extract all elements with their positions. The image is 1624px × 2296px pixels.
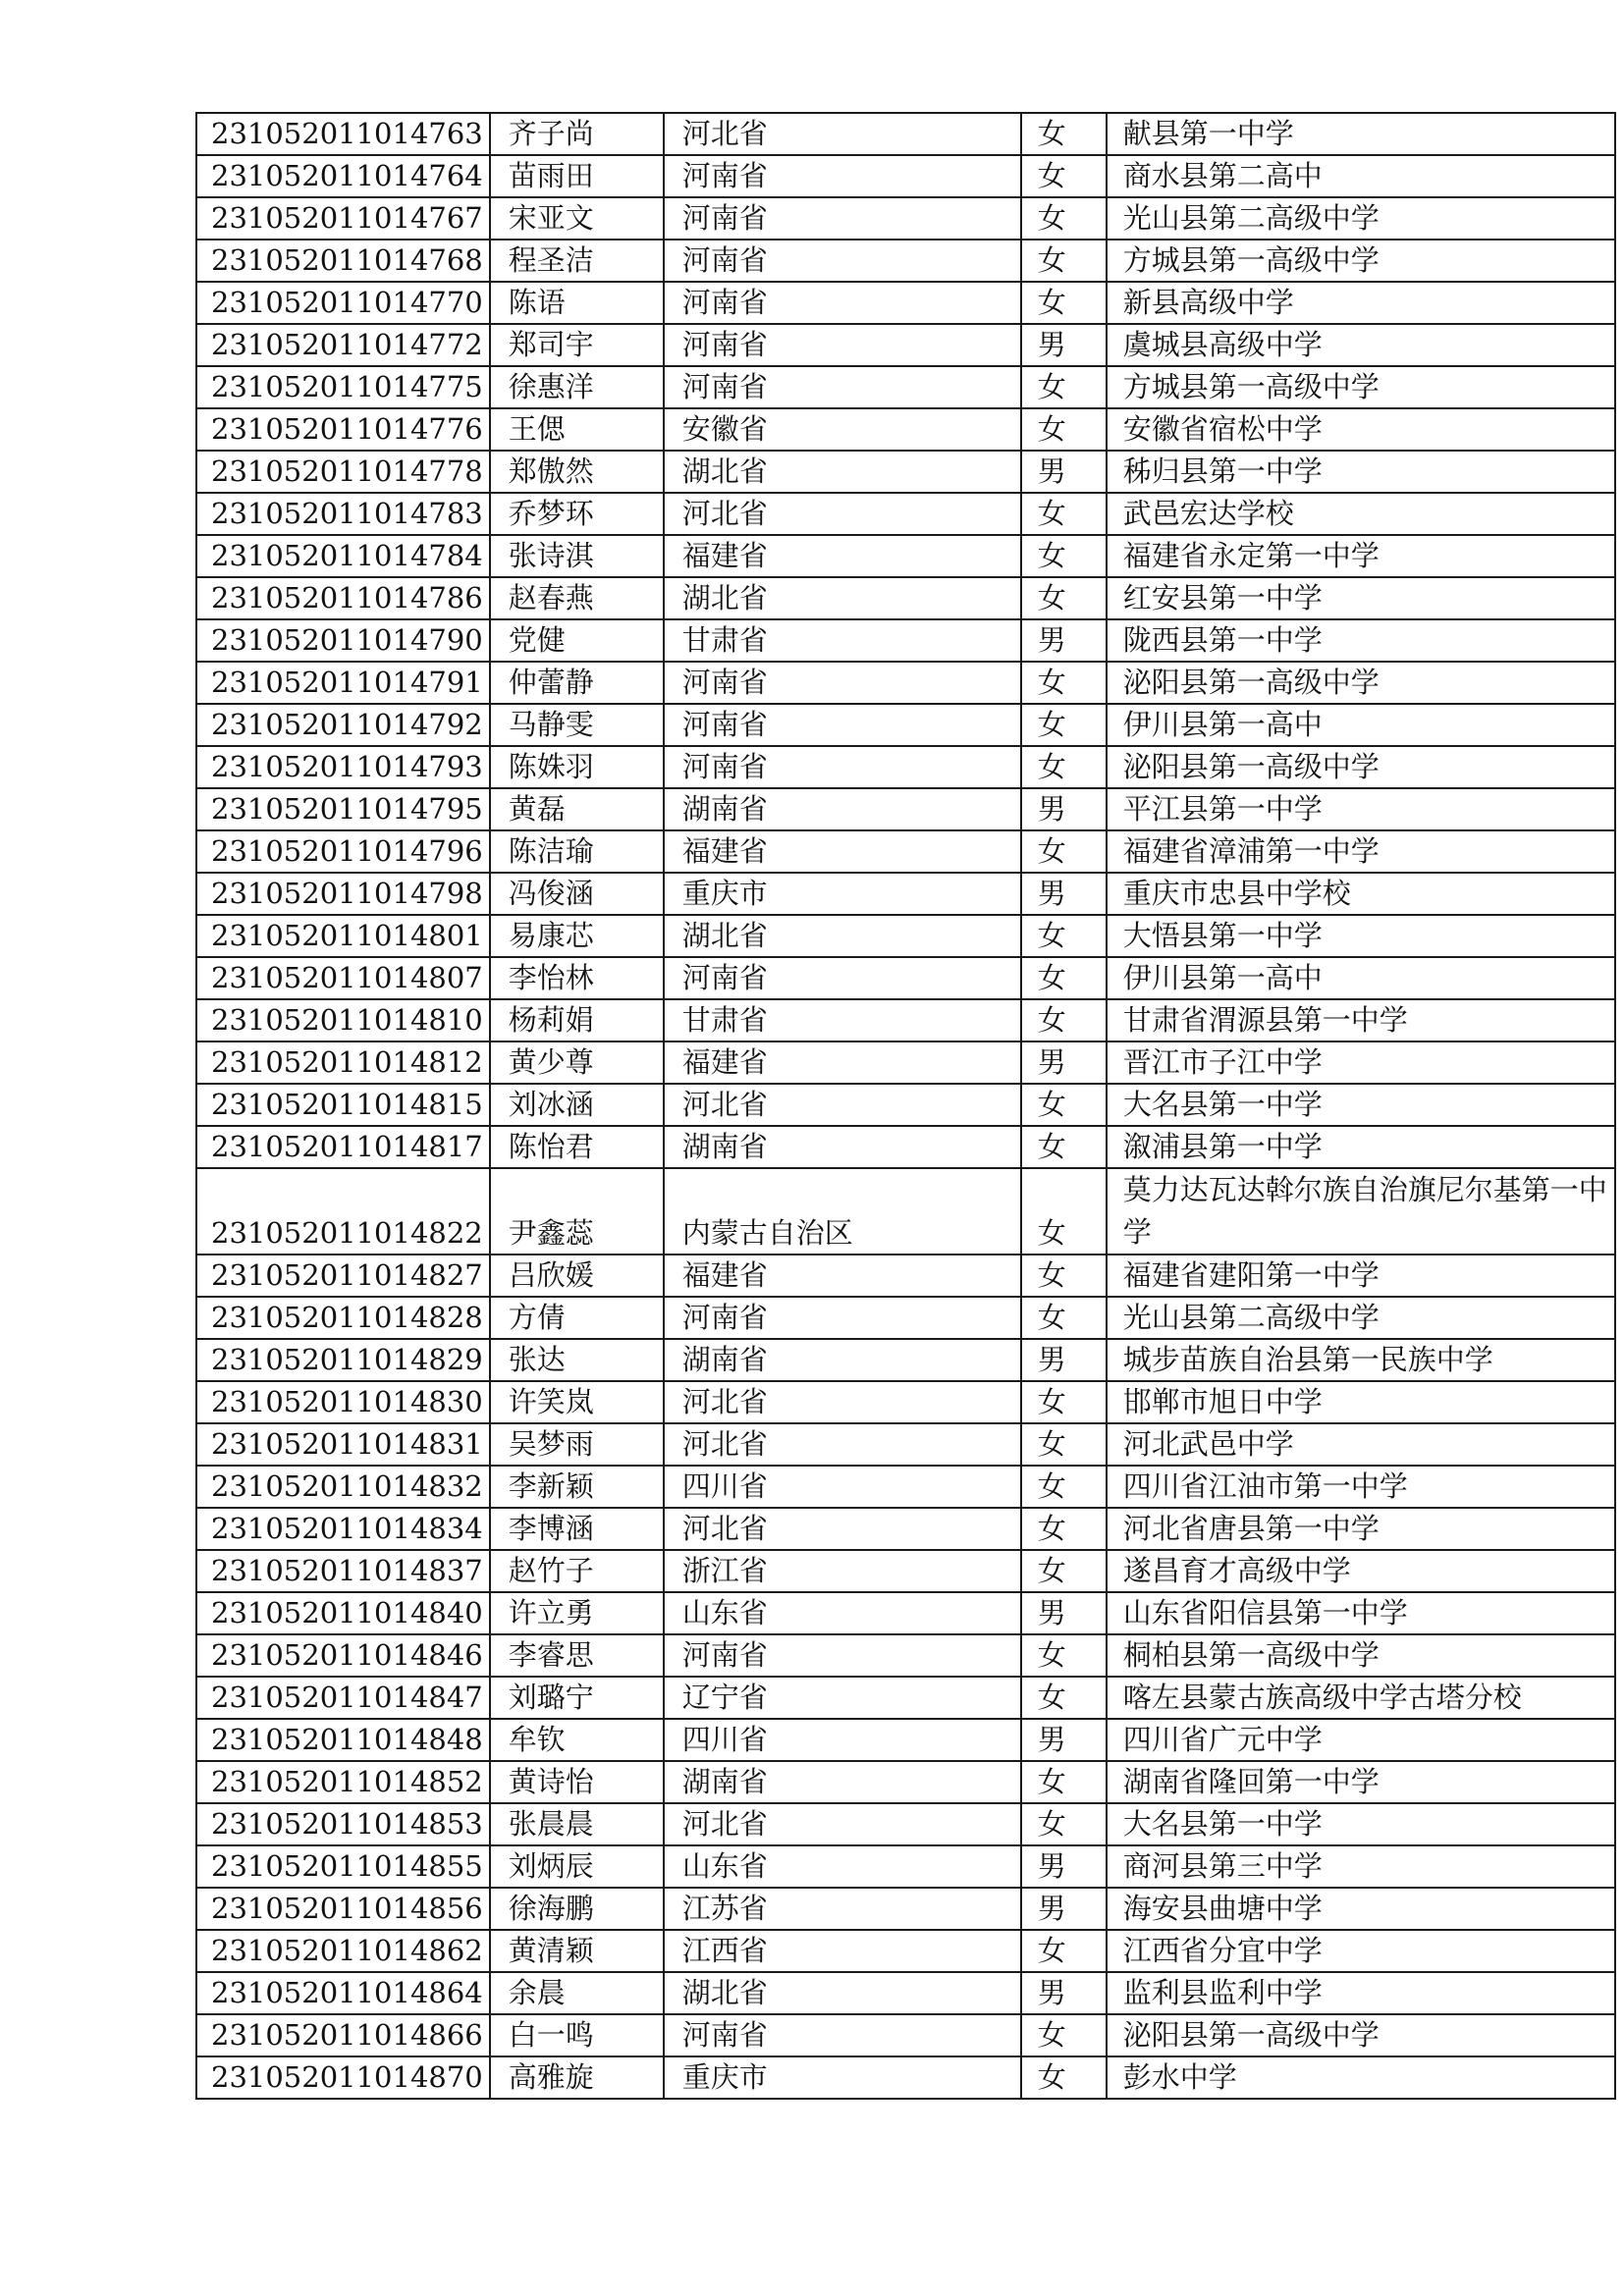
name-cell: 陈怡君	[490, 1126, 664, 1168]
name-cell: 刘炳辰	[490, 1845, 664, 1888]
student-id-cell: 231052011014786	[196, 577, 490, 619]
name-cell: 赵春燕	[490, 577, 664, 619]
gender-cell: 男	[1021, 1888, 1107, 1930]
name-cell: 易康芯	[490, 915, 664, 957]
school-cell: 商水县第二高中	[1107, 155, 1615, 197]
student-id-cell: 231052011014775	[196, 366, 490, 408]
name-cell: 高雅旋	[490, 2056, 664, 2099]
name-cell: 方倩	[490, 1297, 664, 1339]
gender-cell: 女	[1021, 1803, 1107, 1845]
table-row	[196, 1634, 1615, 1677]
province-cell: 湖北省	[664, 915, 1021, 957]
table-row	[196, 1888, 1615, 1930]
school-cell: 平江县第一中学	[1107, 788, 1615, 830]
roster-table-body	[196, 113, 1615, 2099]
gender-cell: 女	[1021, 746, 1107, 788]
school-cell: 江西省分宜中学	[1107, 1930, 1615, 1972]
table-row	[196, 1508, 1615, 1550]
province-cell: 河南省	[664, 366, 1021, 408]
table-row	[196, 1041, 1615, 1084]
table-row	[196, 788, 1615, 830]
student-id-cell: 231052011014764	[196, 155, 490, 197]
name-cell: 刘冰涵	[490, 1084, 664, 1126]
province-cell: 河北省	[664, 113, 1021, 155]
student-id-cell: 231052011014830	[196, 1381, 490, 1423]
province-cell: 甘肃省	[664, 999, 1021, 1041]
table-row	[196, 1339, 1615, 1381]
name-cell: 吴梦雨	[490, 1423, 664, 1466]
table-row	[196, 915, 1615, 957]
student-id-cell: 231052011014783	[196, 493, 490, 535]
school-cell: 四川省江油市第一中学	[1107, 1466, 1615, 1508]
province-cell: 江苏省	[664, 1888, 1021, 1930]
student-id-cell: 231052011014776	[196, 408, 490, 451]
student-id-cell: 231052011014831	[196, 1423, 490, 1466]
name-cell: 郑傲然	[490, 451, 664, 493]
province-cell: 河南省	[664, 197, 1021, 240]
gender-cell: 女	[1021, 197, 1107, 240]
school-cell: 福建省建阳第一中学	[1107, 1255, 1615, 1297]
table-row	[196, 240, 1615, 282]
student-id-cell: 231052011014829	[196, 1339, 490, 1381]
table-row	[196, 957, 1615, 999]
school-cell: 福建省永定第一中学	[1107, 535, 1615, 577]
table-row	[196, 746, 1615, 788]
name-cell: 张达	[490, 1339, 664, 1381]
school-cell: 泌阳县第一高级中学	[1107, 662, 1615, 704]
name-cell: 黄磊	[490, 788, 664, 830]
province-cell: 四川省	[664, 1466, 1021, 1508]
name-cell: 黄清颖	[490, 1930, 664, 1972]
name-cell: 尹鑫蕊	[490, 1168, 664, 1255]
student-id-cell: 231052011014796	[196, 830, 490, 873]
student-id-cell: 231052011014855	[196, 1845, 490, 1888]
table-row	[196, 197, 1615, 240]
name-cell: 黄诗怡	[490, 1761, 664, 1803]
name-cell: 冯俊涵	[490, 873, 664, 915]
province-cell: 内蒙古自治区	[664, 1168, 1021, 1255]
student-id-cell: 231052011014846	[196, 1634, 490, 1677]
province-cell: 河南省	[664, 282, 1021, 324]
name-cell: 余晨	[490, 1972, 664, 2014]
name-cell: 杨莉娟	[490, 999, 664, 1041]
table-row	[196, 1803, 1615, 1845]
student-id-cell: 231052011014862	[196, 1930, 490, 1972]
school-cell: 泌阳县第一高级中学	[1107, 2014, 1615, 2056]
name-cell: 张诗淇	[490, 535, 664, 577]
province-cell: 河南省	[664, 746, 1021, 788]
school-cell: 遂昌育才高级中学	[1107, 1550, 1615, 1592]
province-cell: 河北省	[664, 1803, 1021, 1845]
name-cell: 吕欣媛	[490, 1255, 664, 1297]
province-cell: 辽宁省	[664, 1677, 1021, 1719]
province-cell: 重庆市	[664, 2056, 1021, 2099]
name-cell: 李新颖	[490, 1466, 664, 1508]
province-cell: 湖北省	[664, 1972, 1021, 2014]
province-cell: 河北省	[664, 1381, 1021, 1423]
province-cell: 河南省	[664, 704, 1021, 746]
school-cell: 方城县第一高级中学	[1107, 240, 1615, 282]
school-cell: 城步苗族自治县第一民族中学	[1107, 1339, 1615, 1381]
province-cell: 河北省	[664, 1084, 1021, 1126]
student-id-cell: 231052011014812	[196, 1041, 490, 1084]
student-id-cell: 231052011014822	[196, 1168, 490, 1255]
gender-cell: 男	[1021, 873, 1107, 915]
table-row	[196, 1423, 1615, 1466]
student-id-cell: 231052011014770	[196, 282, 490, 324]
name-cell: 陈语	[490, 282, 664, 324]
name-cell: 郑司宇	[490, 324, 664, 366]
table-row	[196, 1845, 1615, 1888]
name-cell: 白一鸣	[490, 2014, 664, 2056]
gender-cell: 女	[1021, 408, 1107, 451]
gender-cell: 女	[1021, 2014, 1107, 2056]
school-cell: 安徽省宿松中学	[1107, 408, 1615, 451]
gender-cell: 男	[1021, 1041, 1107, 1084]
table-row	[196, 1550, 1615, 1592]
gender-cell: 女	[1021, 1168, 1107, 1255]
student-id-cell: 231052011014864	[196, 1972, 490, 2014]
table-row	[196, 155, 1615, 197]
gender-cell: 女	[1021, 1930, 1107, 1972]
name-cell: 党健	[490, 619, 664, 662]
school-cell: 山东省阳信县第一中学	[1107, 1592, 1615, 1634]
student-id-cell: 231052011014827	[196, 1255, 490, 1297]
name-cell: 牟钦	[490, 1719, 664, 1761]
gender-cell: 女	[1021, 957, 1107, 999]
province-cell: 河北省	[664, 1423, 1021, 1466]
student-id-cell: 231052011014852	[196, 1761, 490, 1803]
school-cell: 海安县曲塘中学	[1107, 1888, 1615, 1930]
gender-cell: 女	[1021, 493, 1107, 535]
table-row	[196, 1930, 1615, 1972]
student-id-cell: 231052011014856	[196, 1888, 490, 1930]
gender-cell: 女	[1021, 1084, 1107, 1126]
table-row	[196, 1255, 1615, 1297]
province-cell: 福建省	[664, 830, 1021, 873]
gender-cell: 女	[1021, 1634, 1107, 1677]
student-id-cell: 231052011014768	[196, 240, 490, 282]
student-id-cell: 231052011014810	[196, 999, 490, 1041]
school-cell: 邯郸市旭日中学	[1107, 1381, 1615, 1423]
school-cell: 献县第一中学	[1107, 113, 1615, 155]
name-cell: 仲蕾静	[490, 662, 664, 704]
school-cell: 陇西县第一中学	[1107, 619, 1615, 662]
name-cell: 赵竹子	[490, 1550, 664, 1592]
school-cell: 大悟县第一中学	[1107, 915, 1615, 957]
table-row	[196, 873, 1615, 915]
gender-cell: 女	[1021, 1508, 1107, 1550]
student-id-cell: 231052011014792	[196, 704, 490, 746]
table-row	[196, 1084, 1615, 1126]
table-row	[196, 366, 1615, 408]
school-cell: 新县高级中学	[1107, 282, 1615, 324]
name-cell: 齐子尚	[490, 113, 664, 155]
table-row	[196, 1168, 1615, 1255]
province-cell: 福建省	[664, 1255, 1021, 1297]
gender-cell: 女	[1021, 282, 1107, 324]
school-cell: 光山县第二高级中学	[1107, 1297, 1615, 1339]
name-cell: 张晨晨	[490, 1803, 664, 1845]
school-cell: 重庆市忠县中学校	[1107, 873, 1615, 915]
school-cell: 晋江市子江中学	[1107, 1041, 1615, 1084]
table-row	[196, 1592, 1615, 1634]
table-row	[196, 830, 1615, 873]
school-cell: 桐柏县第一高级中学	[1107, 1634, 1615, 1677]
name-cell: 乔梦环	[490, 493, 664, 535]
school-cell: 彭水中学	[1107, 2056, 1615, 2099]
gender-cell: 男	[1021, 1592, 1107, 1634]
table-row	[196, 493, 1615, 535]
province-cell: 河南省	[664, 957, 1021, 999]
table-row	[196, 282, 1615, 324]
table-row	[196, 1761, 1615, 1803]
province-cell: 山东省	[664, 1845, 1021, 1888]
gender-cell: 女	[1021, 1126, 1107, 1168]
table-row	[196, 999, 1615, 1041]
student-id-cell: 231052011014848	[196, 1719, 490, 1761]
student-id-cell: 231052011014815	[196, 1084, 490, 1126]
school-cell: 伊川县第一高中	[1107, 704, 1615, 746]
table-row	[196, 662, 1615, 704]
table-row	[196, 619, 1615, 662]
student-id-cell: 231052011014772	[196, 324, 490, 366]
name-cell: 刘璐宁	[490, 1677, 664, 1719]
student-id-cell: 231052011014832	[196, 1466, 490, 1508]
table-row	[196, 1677, 1615, 1719]
student-id-cell: 231052011014817	[196, 1126, 490, 1168]
name-cell: 徐海鹏	[490, 1888, 664, 1930]
school-cell: 红安县第一中学	[1107, 577, 1615, 619]
gender-cell: 女	[1021, 1297, 1107, 1339]
gender-cell: 女	[1021, 1761, 1107, 1803]
province-cell: 河南省	[664, 1634, 1021, 1677]
gender-cell: 女	[1021, 366, 1107, 408]
table-row	[196, 1126, 1615, 1168]
student-id-cell: 231052011014791	[196, 662, 490, 704]
school-cell: 四川省广元中学	[1107, 1719, 1615, 1761]
name-cell: 李睿思	[490, 1634, 664, 1677]
table-row	[196, 324, 1615, 366]
school-cell: 大名县第一中学	[1107, 1803, 1615, 1845]
province-cell: 浙江省	[664, 1550, 1021, 1592]
school-cell: 光山县第二高级中学	[1107, 197, 1615, 240]
roster-table	[195, 112, 1616, 2100]
gender-cell: 女	[1021, 2056, 1107, 2099]
gender-cell: 女	[1021, 1677, 1107, 1719]
province-cell: 湖北省	[664, 577, 1021, 619]
name-cell: 苗雨田	[490, 155, 664, 197]
name-cell: 李博涵	[490, 1508, 664, 1550]
student-id-cell: 231052011014763	[196, 113, 490, 155]
province-cell: 湖北省	[664, 451, 1021, 493]
province-cell: 河南省	[664, 240, 1021, 282]
table-row	[196, 1297, 1615, 1339]
gender-cell: 男	[1021, 1972, 1107, 2014]
school-cell: 溆浦县第一中学	[1107, 1126, 1615, 1168]
province-cell: 福建省	[664, 1041, 1021, 1084]
gender-cell: 女	[1021, 915, 1107, 957]
name-cell: 陈洁瑜	[490, 830, 664, 873]
province-cell: 福建省	[664, 535, 1021, 577]
gender-cell: 女	[1021, 113, 1107, 155]
gender-cell: 男	[1021, 788, 1107, 830]
gender-cell: 女	[1021, 704, 1107, 746]
gender-cell: 女	[1021, 1255, 1107, 1297]
province-cell: 河北省	[664, 493, 1021, 535]
gender-cell: 女	[1021, 1466, 1107, 1508]
name-cell: 许立勇	[490, 1592, 664, 1634]
table-row	[196, 1719, 1615, 1761]
table-row	[196, 1381, 1615, 1423]
gender-cell: 女	[1021, 240, 1107, 282]
student-id-cell: 231052011014866	[196, 2014, 490, 2056]
school-cell: 方城县第一高级中学	[1107, 366, 1615, 408]
province-cell: 河南省	[664, 1297, 1021, 1339]
gender-cell: 男	[1021, 324, 1107, 366]
table-row	[196, 1466, 1615, 1508]
province-cell: 湖南省	[664, 1761, 1021, 1803]
school-cell: 伊川县第一高中	[1107, 957, 1615, 999]
name-cell: 陈姝羽	[490, 746, 664, 788]
province-cell: 安徽省	[664, 408, 1021, 451]
student-id-cell: 231052011014793	[196, 746, 490, 788]
gender-cell: 男	[1021, 1719, 1107, 1761]
name-cell: 黄少尊	[490, 1041, 664, 1084]
gender-cell: 男	[1021, 1845, 1107, 1888]
school-cell: 莫力达瓦达斡尔族自治旗尼尔基第一中学	[1107, 1168, 1615, 1255]
table-row	[196, 1972, 1615, 2014]
name-cell: 许笑岚	[490, 1381, 664, 1423]
gender-cell: 女	[1021, 662, 1107, 704]
gender-cell: 女	[1021, 1423, 1107, 1466]
school-cell: 湖南省隆回第一中学	[1107, 1761, 1615, 1803]
school-cell: 商河县第三中学	[1107, 1845, 1615, 1888]
name-cell: 马静雯	[490, 704, 664, 746]
province-cell: 甘肃省	[664, 619, 1021, 662]
gender-cell: 女	[1021, 577, 1107, 619]
table-row	[196, 113, 1615, 155]
province-cell: 湖南省	[664, 1126, 1021, 1168]
table-row	[196, 2056, 1615, 2099]
school-cell: 河北省唐县第一中学	[1107, 1508, 1615, 1550]
student-id-cell: 231052011014828	[196, 1297, 490, 1339]
province-cell: 河南省	[664, 2014, 1021, 2056]
province-cell: 湖南省	[664, 788, 1021, 830]
name-cell: 李怡林	[490, 957, 664, 999]
province-cell: 河北省	[664, 1508, 1021, 1550]
gender-cell: 女	[1021, 999, 1107, 1041]
student-id-cell: 231052011014784	[196, 535, 490, 577]
gender-cell: 男	[1021, 1339, 1107, 1381]
gender-cell: 女	[1021, 1381, 1107, 1423]
school-cell: 泌阳县第一高级中学	[1107, 746, 1615, 788]
gender-cell: 男	[1021, 619, 1107, 662]
student-id-cell: 231052011014853	[196, 1803, 490, 1845]
school-cell: 监利县监利中学	[1107, 1972, 1615, 2014]
name-cell: 徐惠洋	[490, 366, 664, 408]
province-cell: 山东省	[664, 1592, 1021, 1634]
student-id-cell: 231052011014847	[196, 1677, 490, 1719]
name-cell: 程圣洁	[490, 240, 664, 282]
gender-cell: 女	[1021, 1550, 1107, 1592]
school-cell: 秭归县第一中学	[1107, 451, 1615, 493]
province-cell: 江西省	[664, 1930, 1021, 1972]
gender-cell: 男	[1021, 451, 1107, 493]
student-id-cell: 231052011014870	[196, 2056, 490, 2099]
name-cell: 王偲	[490, 408, 664, 451]
school-cell: 大名县第一中学	[1107, 1084, 1615, 1126]
gender-cell: 女	[1021, 155, 1107, 197]
table-row	[196, 577, 1615, 619]
student-id-cell: 231052011014834	[196, 1508, 490, 1550]
table-row	[196, 451, 1615, 493]
province-cell: 河南省	[664, 324, 1021, 366]
table-row	[196, 408, 1615, 451]
school-cell: 武邑宏达学校	[1107, 493, 1615, 535]
school-cell: 虞城县高级中学	[1107, 324, 1615, 366]
student-id-cell: 231052011014837	[196, 1550, 490, 1592]
student-id-cell: 231052011014798	[196, 873, 490, 915]
table-row	[196, 2014, 1615, 2056]
student-id-cell: 231052011014807	[196, 957, 490, 999]
table-row	[196, 535, 1615, 577]
student-id-cell: 231052011014767	[196, 197, 490, 240]
student-id-cell: 231052011014778	[196, 451, 490, 493]
province-cell: 四川省	[664, 1719, 1021, 1761]
province-cell: 湖南省	[664, 1339, 1021, 1381]
province-cell: 重庆市	[664, 873, 1021, 915]
table-row	[196, 704, 1615, 746]
school-cell: 河北武邑中学	[1107, 1423, 1615, 1466]
school-cell: 喀左县蒙古族高级中学古塔分校	[1107, 1677, 1615, 1719]
student-id-cell: 231052011014801	[196, 915, 490, 957]
school-cell: 福建省漳浦第一中学	[1107, 830, 1615, 873]
school-cell: 甘肃省渭源县第一中学	[1107, 999, 1615, 1041]
student-id-cell: 231052011014790	[196, 619, 490, 662]
province-cell: 河南省	[664, 155, 1021, 197]
gender-cell: 女	[1021, 535, 1107, 577]
gender-cell: 女	[1021, 830, 1107, 873]
student-id-cell: 231052011014840	[196, 1592, 490, 1634]
province-cell: 河南省	[664, 662, 1021, 704]
student-id-cell: 231052011014795	[196, 788, 490, 830]
name-cell: 宋亚文	[490, 197, 664, 240]
